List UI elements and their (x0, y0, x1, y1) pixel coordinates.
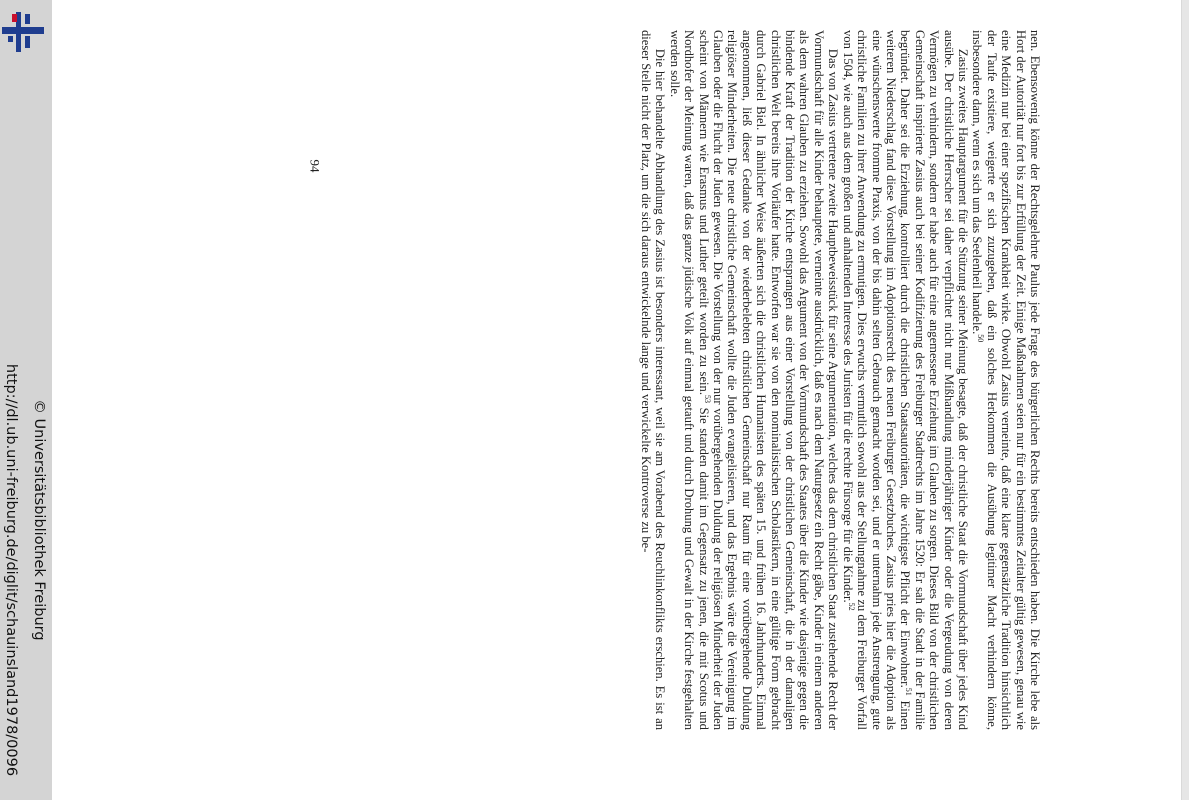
copyright-notice: © Universitätsbibliothek Freiburg (31, 399, 47, 641)
paragraph-text: Einen weiteren Niederschlag fand diese Vorstellung im Adoptionsrecht des neuen Freiburger Gesetzbuches. Zasius pries hier die Adoption als eine wünschenswerte fromme Praxis, von der bis dahin selten Gebrauch gemacht worden sei, und er unternahm jede Anstrengung, gute christliche Familien zu ihrer Anwendung zu ermutigen. Dies erwuchs vermutlich sowohl aus der Stellungnahme zu dem Freiburger Vorfall von 1504, wie auch aus dem großen und anhaltenden Interesse des Juristen für die rechte Fürsorge für die Kinder. (840, 30, 913, 730)
footnote-marker: 50 (976, 334, 986, 343)
page-number: 94 (307, 159, 323, 173)
permalink-url[interactable]: http://dl.ub.uni-freiburg.de/diglit/schauinsland1978/0096 (3, 363, 19, 777)
footnote-marker: 53 (702, 395, 712, 403)
footnote-marker: 52 (846, 602, 856, 611)
sidebar-text-area (0, 0, 50, 800)
paragraph (840, 30, 970, 730)
footnote-marker: 51 (904, 687, 914, 696)
sidebar (0, 0, 50, 800)
body-text (302, 30, 1042, 730)
document-page (52, 0, 1182, 800)
paragraph-text: Sie standen damit im Gegensatz zu jenen, die mit Scotus und Nordhofer der Meinung waren, daß das ganze jüdische Volk auf einmal getauft und durch Drohung und Gewalt in der Kirche festgehalten werden solle. (667, 30, 711, 730)
paragraph (970, 30, 1042, 730)
paragraph-text: Zasius zweites Hauptargument für die Stützung seiner Meinung besagte, daß der christliche Staat die Vormundschaft über jedes Kind ausübe. Der christliche Herrscher sei daher verpflichtet nicht nur Mißhandlung minderjähriger Kinder oder die Vergeudung von deren Vermögen zu verhindern, sondern er habe auch für eine angemessene Erziehung im Glauben zu sorgen. Dieses Bild von der christlichen Gemeinschaft inspirierte Zasius auch bei seiner Kodifizierung des Freiburger Stadtrechts im Jahre 1520: Er sah die Stadt in der Familie begründet. Daher sei die Erziehung, kontrolliert durch die christlichen Staatsautoritäten, die wichtigste Pflicht der Einwohner. (898, 30, 970, 730)
paragraph (639, 30, 668, 730)
paragraph-text: Das von Zasius vertretene zweite Hauptbeweisstück für seine Argumentation, welches das dem christlichen Staat zustehende Recht der Vormundschaft für alle Kinder behauptete, verneinte ausdrücklich, daß es nach dem Naturgesetz ein Recht gäbe, Kinder in einem anderen als dem wahren Glauben zu erziehen. Sowohl das Argument von der Vormundschaft des Staates über die Kinder wie dasjenige gegen die bindende Kraft der Tradition der Kirche entsprangen aus einer Vorstellung von der christlichen Gemeinschaft, die in der damaligen christlichen Welt bereits ihre Vorläufer hatte. Entworfen war sie von den nominalistischen Scholastikern, in eine gültige Form gebracht durch Gabriel Biel. In ähnlicher Weise äußerten sich die christlichen Humanisten des späten 15. und frühen 16. Jahrhunderts. Einmal angenommen, ließ dieser Gedanke von der wiederbelebten christlichen Gemeinschaft nur Raum für eine vorübergehende Duldung religiöser Minderheiten. Die neue christliche Gemeinschaft wollte die Juden evangelisieren, und das Ergebnis wäre die Vereinigung im Glauben oder die Flucht der Juden gewesen. Die Vorstellung von der nur vorübergehenden Duldung der religiösen Minderheit der Juden scheint von Männern wie Erasmus und Luther geteilt worden zu sein. (696, 30, 841, 730)
paragraph-text: nen. Ebensowenig könne der Rechtsgelehrte Paulus jede Frage des bürgerlichen Rechts bereits entschieden haben. Die Kirche lebe als Hort der Autorität nur fort bis zur Erfüllung der Zeit. Einige Maßnahmen seien nur für ein bestimmtes Zeitalter gültig gewesen, genau wie eine Medizin nur bei einer spezifischen Krankheit wirke. Obwohl Zasius verneinte, daß eine klare gegensätzliche Tradition hinsichtlich der Taufe existiere, weigerte er sich zuzugeben, daß ein solches Herkommen die Ausübung legitimer Macht verhindern könne, insbesondere dann, wenn es sich um das Seelenheil handele. (970, 30, 1042, 730)
paragraph-text: Die hier behandelte Abhandlung des Zasius ist besonders interessant, weil sie am Vorabend des Reuchlinkonflikts erschien. Es ist an dieser Stelle nicht der Platz, um die sich daraus entwickelnde lange und verwickelte Kontroverse zu be- (639, 30, 668, 730)
paragraph (667, 30, 840, 730)
scrollbar[interactable] (1181, 0, 1189, 800)
